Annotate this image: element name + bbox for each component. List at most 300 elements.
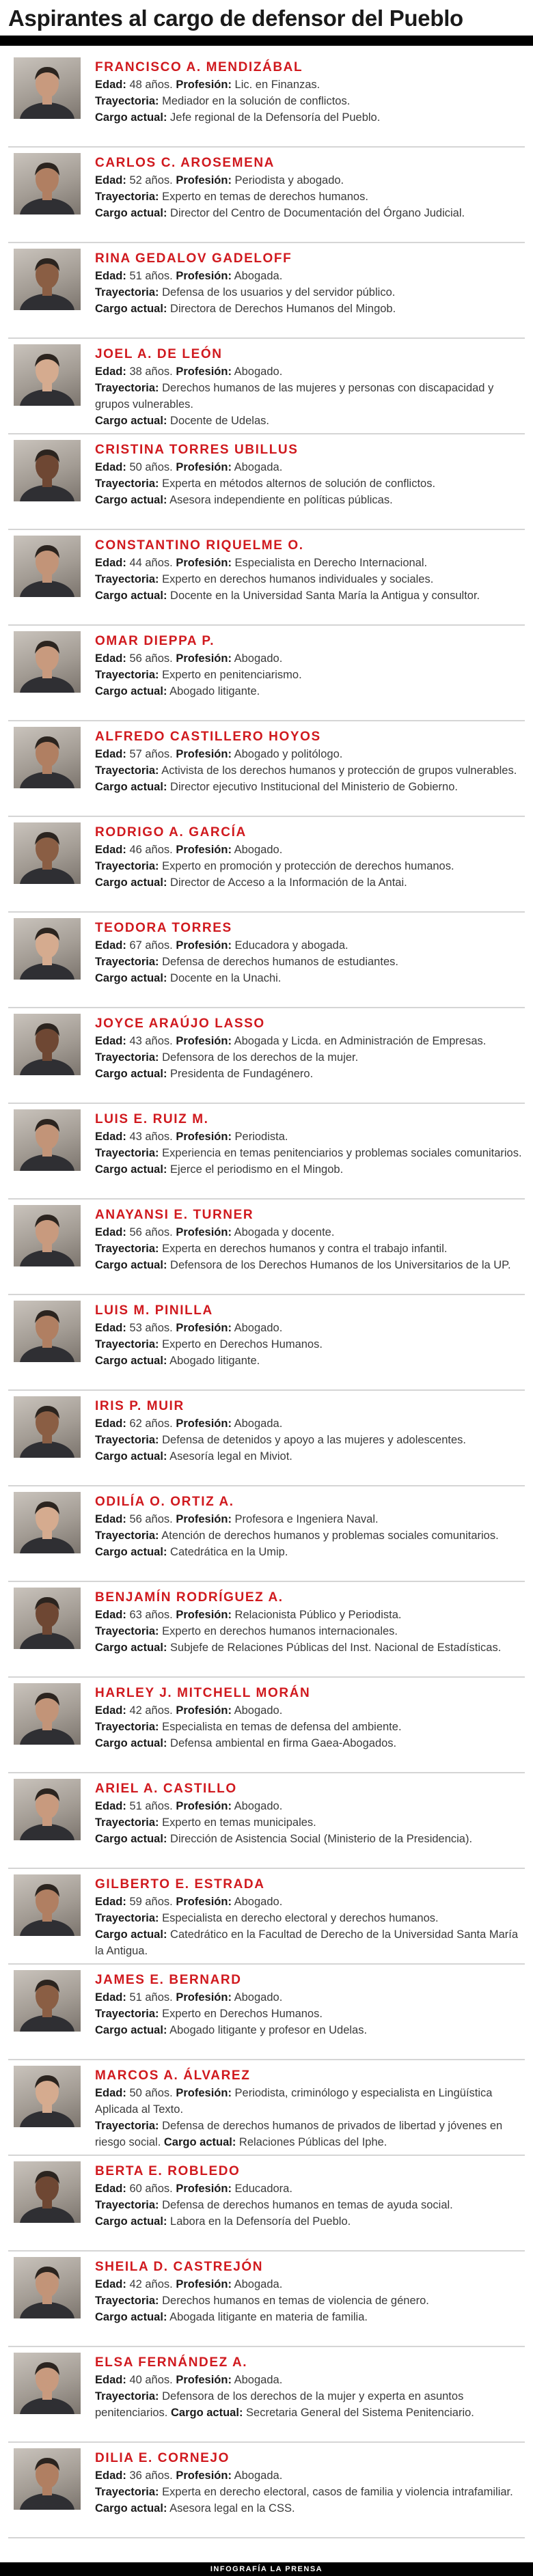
field-label-cargo: Cargo actual: <box>95 1928 167 1941</box>
candidate-info <box>95 1590 522 1656</box>
candidate-photo <box>14 918 81 980</box>
field-label-edad: Edad: <box>95 1991 126 2004</box>
candidate-photo <box>14 536 81 597</box>
candidate-profession: Abogada. <box>234 2278 283 2290</box>
field-label-edad: Edad: <box>95 1704 126 1717</box>
candidate-info <box>95 2355 522 2421</box>
candidate-trajectory: Experta en métodos alternos de solución de conflictos. <box>162 477 436 490</box>
age-profession-line <box>95 2276 522 2293</box>
candidate-photo <box>14 1396 81 1458</box>
field-label-trayectoria: Trayectoria: <box>95 477 159 490</box>
candidate-profession: Abogada. <box>234 461 283 473</box>
candidate-age: 48 años. <box>129 79 173 91</box>
candidate-age: 42 años. <box>129 1704 173 1717</box>
candidate-position: Abogada litigante en materia de familia. <box>169 2311 368 2323</box>
field-label-cargo: Cargo actual: <box>95 1642 167 1654</box>
candidate-profession: Abogada. <box>234 1417 283 1430</box>
person-portrait-icon <box>14 1014 81 1075</box>
field-label-trayectoria: Trayectoria: <box>95 573 159 585</box>
candidate-entry <box>8 434 525 530</box>
candidate-profession: Abogado. <box>234 1896 283 1908</box>
candidate-position: Relaciones Públicas del Iphe. <box>238 2136 387 2148</box>
person-portrait-icon <box>14 440 81 501</box>
field-label-cargo: Cargo actual: <box>171 2407 243 2419</box>
field-label-trayectoria: Trayectoria: <box>95 1721 159 1733</box>
person-portrait-icon <box>14 1492 81 1553</box>
footer-credit: INFOGRAFÍA LA PRENSA <box>210 2565 323 2573</box>
candidate-age: 67 años. <box>129 939 173 952</box>
person-portrait-icon <box>14 727 81 788</box>
field-label-edad: Edad: <box>95 557 126 569</box>
page-title: Aspirantes al cargo de defensor del Pueblo <box>8 5 463 31</box>
candidate-position: Jefe regional de la Defensoría del Pueblo. <box>170 111 381 124</box>
field-label-trayectoria: Trayectoria: <box>95 382 159 394</box>
candidate-profession: Especialista en Derecho Internacional. <box>234 557 428 569</box>
candidate-trajectory: Derechos humanos en temas de violencia de género. <box>162 2295 429 2307</box>
person-portrait-icon <box>14 822 81 884</box>
candidate-photo <box>14 727 81 788</box>
candidate-profession: Periodista, criminólogo y especialista en Lingüística Aplicada al Texto. <box>95 2087 493 2116</box>
candidate-trajectory: Experto en promoción y protección de derechos humanos. <box>162 860 454 872</box>
candidate-trajectory: Especialista en temas de defensa del ambiente. <box>162 1721 402 1733</box>
candidate-profession: Abogado. <box>234 1322 283 1334</box>
trajectory-line <box>95 189 522 205</box>
field-label-profesion: Profesión: <box>176 1800 232 1812</box>
field-label-edad: Edad: <box>95 2087 126 2099</box>
candidate-entry <box>8 2252 525 2347</box>
candidate-photo <box>14 440 81 501</box>
age-profession-line <box>95 172 522 189</box>
candidate-position: Director de Acceso a la Información de la Antai. <box>170 876 407 889</box>
candidate-trajectory: Experta en derechos humanos y contra el trabajo infantil. <box>162 1243 448 1255</box>
candidate-info <box>95 2164 522 2230</box>
candidate-age: 42 años. <box>129 2278 173 2290</box>
candidate-entry <box>8 1104 525 1200</box>
person-portrait-icon <box>14 57 81 119</box>
person-portrait-icon <box>14 2066 81 2127</box>
candidate-name: BERTA E. ROBLEDO <box>95 2164 241 2178</box>
candidate-entry <box>8 1200 525 1295</box>
candidate-entry <box>8 1008 525 1104</box>
field-label-profesion: Profesión: <box>176 2469 232 2482</box>
field-label-edad: Edad: <box>95 939 126 952</box>
header <box>0 0 533 36</box>
candidate-entry <box>8 1869 525 1965</box>
field-label-profesion: Profesión: <box>176 1035 232 1047</box>
age-profession-line <box>95 2372 522 2388</box>
age-profession-line <box>95 2085 522 2118</box>
candidate-entry <box>8 1678 525 1773</box>
candidate-profession: Abogado. <box>234 652 283 665</box>
trajectory-line <box>95 1910 522 1926</box>
candidate-trajectory: Defensora de los derechos de la mujer y experta en asuntos penitenciarios. <box>95 2390 464 2419</box>
candidate-profession: Abogado. <box>234 844 283 856</box>
candidate-name: ELSA FERNÁNDEZ A. <box>95 2355 248 2370</box>
field-label-trayectoria: Trayectoria: <box>95 1625 159 1637</box>
candidate-position: Subjefe de Relaciones Públicas del Inst. Nacional de Estadísticas. <box>170 1642 502 1654</box>
position-line <box>95 1735 522 1751</box>
field-label-profesion: Profesión: <box>176 1513 232 1525</box>
person-portrait-icon <box>14 1779 81 1840</box>
candidate-info <box>95 634 522 700</box>
candidate-name: ODILÍA O. ORTIZ A. <box>95 1495 234 1509</box>
trajectory-line <box>95 2388 522 2421</box>
position-line <box>95 1544 522 1560</box>
field-label-trayectoria: Trayectoria: <box>95 764 159 777</box>
candidate-position: Presidenta de Fundagénero. <box>170 1068 314 1080</box>
field-label-profesion: Profesión: <box>176 79 232 91</box>
field-label-cargo: Cargo actual: <box>95 494 167 506</box>
field-label-cargo: Cargo actual: <box>95 1163 167 1176</box>
person-portrait-icon <box>14 918 81 980</box>
candidate-info <box>95 825 522 891</box>
position-line <box>95 2213 522 2230</box>
candidate-name: ALFREDO CASTILLERO HOYOS <box>95 730 321 744</box>
candidate-entry <box>8 52 525 148</box>
candidate-trajectory: Defensa de derechos humanos de privados de libertad y jóvenes en riesgo social. <box>95 2120 503 2148</box>
position-line <box>95 301 522 317</box>
candidate-photo <box>14 822 81 884</box>
candidate-trajectory: Atención de derechos humanos y problemas sociales comunitarios. <box>161 1529 499 1542</box>
field-label-cargo: Cargo actual: <box>95 2502 167 2515</box>
position-line <box>95 1639 522 1656</box>
field-label-trayectoria: Trayectoria: <box>95 286 159 299</box>
candidate-trajectory: Defensa de los usuarios y del servidor público. <box>162 286 396 299</box>
candidate-age: 51 años. <box>129 1800 173 1812</box>
candidate-info <box>95 1877 522 1959</box>
candidate-position: Defensa ambiental en firma Gaea-Abogados. <box>170 1737 397 1749</box>
field-label-trayectoria: Trayectoria: <box>95 1434 159 1446</box>
position-line <box>95 1831 522 1847</box>
candidate-position: Defensora de los Derechos Humanos de los Universitarios de la UP. <box>170 1259 511 1271</box>
age-profession-line <box>95 1702 522 1719</box>
trajectory-line <box>95 571 522 587</box>
field-label-trayectoria: Trayectoria: <box>95 1051 159 1064</box>
candidate-entry <box>8 1582 525 1678</box>
candidate-entry <box>8 1295 525 1391</box>
field-label-profesion: Profesión: <box>176 1226 232 1238</box>
candidate-name: ANAYANSI E. TURNER <box>95 1208 254 1222</box>
candidate-photo <box>14 1301 81 1362</box>
field-label-profesion: Profesión: <box>176 2087 232 2099</box>
candidate-entry <box>8 339 525 434</box>
age-profession-line <box>95 1989 522 2006</box>
field-label-profesion: Profesión: <box>176 1131 232 1143</box>
candidate-position: Docente en la Unachi. <box>170 972 282 984</box>
field-label-trayectoria: Trayectoria: <box>95 2199 159 2211</box>
person-portrait-icon <box>14 2353 81 2414</box>
candidate-entry <box>8 1486 525 1582</box>
candidate-position: Abogado litigante. <box>169 1355 260 1367</box>
candidate-age: 51 años. <box>129 270 173 282</box>
age-profession-line <box>95 650 522 667</box>
candidate-age: 44 años. <box>129 557 173 569</box>
field-label-cargo: Cargo actual: <box>163 2136 236 2148</box>
person-portrait-icon <box>14 249 81 310</box>
candidate-info <box>95 538 522 604</box>
candidate-age: 43 años. <box>129 1131 173 1143</box>
candidate-trajectory: Defensa de detenidos y apoyo a las mujeres y adolescentes. <box>162 1434 466 1446</box>
candidate-photo <box>14 1779 81 1840</box>
candidate-position: Abogado litigante y profesor en Udelas. <box>169 2024 368 2036</box>
person-portrait-icon <box>14 1970 81 2032</box>
candidate-entry <box>8 2156 525 2252</box>
candidate-photo <box>14 1205 81 1266</box>
age-profession-line <box>95 268 522 284</box>
candidate-info <box>95 2068 522 2150</box>
field-label-profesion: Profesión: <box>176 1609 232 1621</box>
field-label-cargo: Cargo actual: <box>95 2311 167 2323</box>
candidate-entry <box>8 1773 525 1869</box>
candidate-age: 56 años. <box>129 652 173 665</box>
candidate-position: Docente de Udelas. <box>170 415 269 427</box>
candidate-photo <box>14 1109 81 1171</box>
field-label-trayectoria: Trayectoria: <box>95 2120 159 2132</box>
candidate-info <box>95 1208 522 1273</box>
candidate-age: 50 años. <box>129 461 173 473</box>
field-label-edad: Edad: <box>95 2469 126 2482</box>
candidate-info <box>95 443 522 508</box>
position-line <box>95 492 522 508</box>
candidate-position: Catedrática en la Umip. <box>170 1546 288 1558</box>
trajectory-line <box>95 954 522 970</box>
person-portrait-icon <box>14 1874 81 1936</box>
candidate-photo <box>14 1683 81 1745</box>
candidate-trajectory: Experto en temas de derechos humanos. <box>162 191 368 203</box>
field-label-edad: Edad: <box>95 461 126 473</box>
candidate-info <box>95 730 522 795</box>
trajectory-line <box>95 1623 522 1639</box>
candidate-profession: Abogada y Licda. en Administración de Empresas. <box>234 1035 487 1047</box>
field-label-edad: Edad: <box>95 1417 126 1430</box>
candidate-age: 56 años. <box>129 1226 173 1238</box>
person-portrait-icon <box>14 344 81 406</box>
candidate-list <box>0 46 533 2538</box>
field-label-edad: Edad: <box>95 2278 126 2290</box>
person-portrait-icon <box>14 1205 81 1266</box>
candidate-position: Labora en la Defensoría del Pueblo. <box>170 2215 351 2228</box>
position-line <box>95 779 522 795</box>
candidate-name: FRANCISCO A. MENDIZÁBAL <box>95 60 303 74</box>
candidate-name: OMAR DIEPPA P. <box>95 634 215 648</box>
trajectory-line <box>95 858 522 874</box>
candidate-photo <box>14 1492 81 1553</box>
trajectory-line <box>95 667 522 683</box>
field-label-profesion: Profesión: <box>176 939 232 952</box>
trajectory-line <box>95 475 522 492</box>
field-label-edad: Edad: <box>95 365 126 378</box>
age-profession-line <box>95 937 522 954</box>
field-label-cargo: Cargo actual: <box>95 1737 167 1749</box>
candidate-name: CARLOS C. AROSEMENA <box>95 156 275 170</box>
field-label-profesion: Profesión: <box>176 1417 232 1430</box>
field-label-trayectoria: Trayectoria: <box>95 860 159 872</box>
candidate-age: 43 años. <box>129 1035 173 1047</box>
field-label-edad: Edad: <box>95 1513 126 1525</box>
age-profession-line <box>95 1128 522 1145</box>
candidate-photo <box>14 57 81 119</box>
field-label-edad: Edad: <box>95 748 126 760</box>
age-profession-line <box>95 1415 522 1432</box>
candidate-profession: Abogada. <box>234 270 283 282</box>
field-label-profesion: Profesión: <box>176 461 232 473</box>
candidate-profession: Educadora. <box>234 2183 292 2195</box>
candidate-info <box>95 1495 522 1560</box>
position-line <box>95 1448 522 1465</box>
field-label-edad: Edad: <box>95 1322 126 1334</box>
field-label-edad: Edad: <box>95 1896 126 1908</box>
candidate-name: CONSTANTINO RIQUELME O. <box>95 538 304 553</box>
candidate-entry <box>8 626 525 721</box>
trajectory-line <box>95 2293 522 2309</box>
field-label-trayectoria: Trayectoria: <box>95 1529 159 1542</box>
field-label-profesion: Profesión: <box>176 557 232 569</box>
candidate-name: JAMES E. BERNARD <box>95 1973 242 1987</box>
field-label-cargo: Cargo actual: <box>95 590 167 602</box>
field-label-cargo: Cargo actual: <box>95 876 167 889</box>
field-label-profesion: Profesión: <box>176 1991 232 2004</box>
age-profession-line <box>95 746 522 762</box>
field-label-edad: Edad: <box>95 1800 126 1812</box>
field-label-cargo: Cargo actual: <box>95 972 167 984</box>
field-label-trayectoria: Trayectoria: <box>95 2295 159 2307</box>
candidate-photo <box>14 153 81 214</box>
person-portrait-icon <box>14 1109 81 1171</box>
candidate-entry <box>8 2443 525 2538</box>
trajectory-line <box>95 1432 522 1448</box>
field-label-trayectoria: Trayectoria: <box>95 1147 159 1159</box>
field-label-cargo: Cargo actual: <box>95 1833 167 1845</box>
candidate-age: 52 años. <box>129 174 173 186</box>
candidate-profession: Abogado. <box>234 1704 283 1717</box>
position-line <box>95 1257 522 1273</box>
position-line <box>95 587 522 604</box>
field-label-cargo: Cargo actual: <box>95 685 167 697</box>
field-label-cargo: Cargo actual: <box>95 1068 167 1080</box>
candidate-profession: Abogada y docente. <box>234 1226 335 1238</box>
field-label-edad: Edad: <box>95 844 126 856</box>
candidate-name: IRIS P. MUIR <box>95 1399 184 1413</box>
age-profession-line <box>95 2180 522 2197</box>
field-label-edad: Edad: <box>95 2374 126 2386</box>
candidate-age: 60 años. <box>129 2183 173 2195</box>
candidate-name: SHEILA D. CASTREJÓN <box>95 2260 264 2274</box>
trajectory-line <box>95 284 522 301</box>
candidate-profession: Periodista. <box>234 1131 288 1143</box>
candidate-profession: Abogado y politólogo. <box>234 748 343 760</box>
age-profession-line <box>95 2467 522 2484</box>
trajectory-line <box>95 1719 522 1735</box>
field-label-trayectoria: Trayectoria: <box>95 669 159 681</box>
trajectory-line <box>95 93 522 109</box>
candidate-entry <box>8 721 525 817</box>
field-label-profesion: Profesión: <box>176 174 232 186</box>
position-line <box>95 2309 522 2325</box>
candidate-profession: Educadora y abogada. <box>234 939 348 952</box>
title-bar <box>0 36 533 46</box>
position-line <box>95 1066 522 1082</box>
candidate-trajectory: Experto en Derechos Humanos. <box>162 1338 323 1351</box>
field-label-profesion: Profesión: <box>176 652 232 665</box>
candidate-position: Ejerce el periodismo en el Mingob. <box>170 1163 344 1176</box>
candidate-name: RINA GEDALOV GADELOFF <box>95 251 292 266</box>
candidate-age: 50 años. <box>129 2087 173 2099</box>
field-label-cargo: Cargo actual: <box>95 415 167 427</box>
field-label-profesion: Profesión: <box>176 2278 232 2290</box>
candidate-info <box>95 921 522 986</box>
candidate-age: 38 años. <box>129 365 173 378</box>
field-label-profesion: Profesión: <box>176 365 232 378</box>
field-label-cargo: Cargo actual: <box>95 303 167 315</box>
position-line <box>95 1353 522 1369</box>
field-label-profesion: Profesión: <box>176 1704 232 1717</box>
trajectory-line <box>95 2484 522 2517</box>
candidate-name: GILBERTO E. ESTRADA <box>95 1877 265 1892</box>
field-label-trayectoria: Trayectoria: <box>95 1243 159 1255</box>
candidate-profession: Profesora e Ingeniera Naval. <box>234 1513 379 1525</box>
candidate-age: 46 años. <box>129 844 173 856</box>
field-label-profesion: Profesión: <box>176 844 232 856</box>
candidate-profession: Lic. en Finanzas. <box>234 79 320 91</box>
candidate-age: 63 años. <box>129 1609 173 1621</box>
candidate-photo <box>14 631 81 693</box>
candidate-name: BENJAMÍN RODRÍGUEZ A. <box>95 1590 284 1605</box>
person-portrait-icon <box>14 2257 81 2318</box>
candidate-entry <box>8 817 525 913</box>
candidate-entry <box>8 2060 525 2156</box>
candidate-age: 57 años. <box>129 748 173 760</box>
field-label-cargo: Cargo actual: <box>95 1450 167 1463</box>
field-label-profesion: Profesión: <box>176 1322 232 1334</box>
candidate-info <box>95 1016 522 1082</box>
candidate-name: MARCOS A. ÁLVAREZ <box>95 2068 251 2083</box>
candidate-trajectory: Experto en penitenciarismo. <box>162 669 302 681</box>
candidate-photo <box>14 2066 81 2127</box>
candidate-entry <box>8 2347 525 2443</box>
age-profession-line <box>95 1320 522 1336</box>
candidate-profession: Abogado. <box>234 1800 283 1812</box>
candidate-trajectory: Activista de los derechos humanos y protección de grupos vulnerables. <box>161 764 517 777</box>
candidate-profession: Abogado. <box>234 365 283 378</box>
candidate-photo <box>14 1970 81 2032</box>
candidate-trajectory: Experto en temas municipales. <box>162 1816 316 1829</box>
candidate-profession: Relacionista Público y Periodista. <box>234 1609 402 1621</box>
candidate-entry <box>8 148 525 243</box>
footer <box>0 2562 533 2576</box>
candidate-info <box>95 60 522 126</box>
candidate-info <box>95 251 522 317</box>
candidate-trajectory: Experto en derechos humanos internacionales. <box>162 1625 398 1637</box>
position-line <box>95 413 522 429</box>
field-label-edad: Edad: <box>95 2183 126 2195</box>
age-profession-line <box>95 1511 522 1527</box>
candidate-entry <box>8 1391 525 1486</box>
field-label-cargo: Cargo actual: <box>95 2215 167 2228</box>
candidate-photo <box>14 2161 81 2223</box>
candidate-trajectory: Experiencia en temas penitenciarios y problemas sociales comunitarios. <box>162 1147 522 1159</box>
candidate-position: Asesora legal en la CSS. <box>169 2502 295 2515</box>
candidate-photo <box>14 2257 81 2318</box>
position-line <box>95 205 522 221</box>
field-label-profesion: Profesión: <box>176 2183 232 2195</box>
age-profession-line <box>95 555 522 571</box>
candidate-name: TEODORA TORRES <box>95 921 232 935</box>
candidate-info <box>95 347 522 429</box>
person-portrait-icon <box>14 153 81 214</box>
candidate-photo <box>14 1014 81 1075</box>
field-label-edad: Edad: <box>95 1131 126 1143</box>
candidate-name: JOEL A. DE LEÓN <box>95 347 223 361</box>
